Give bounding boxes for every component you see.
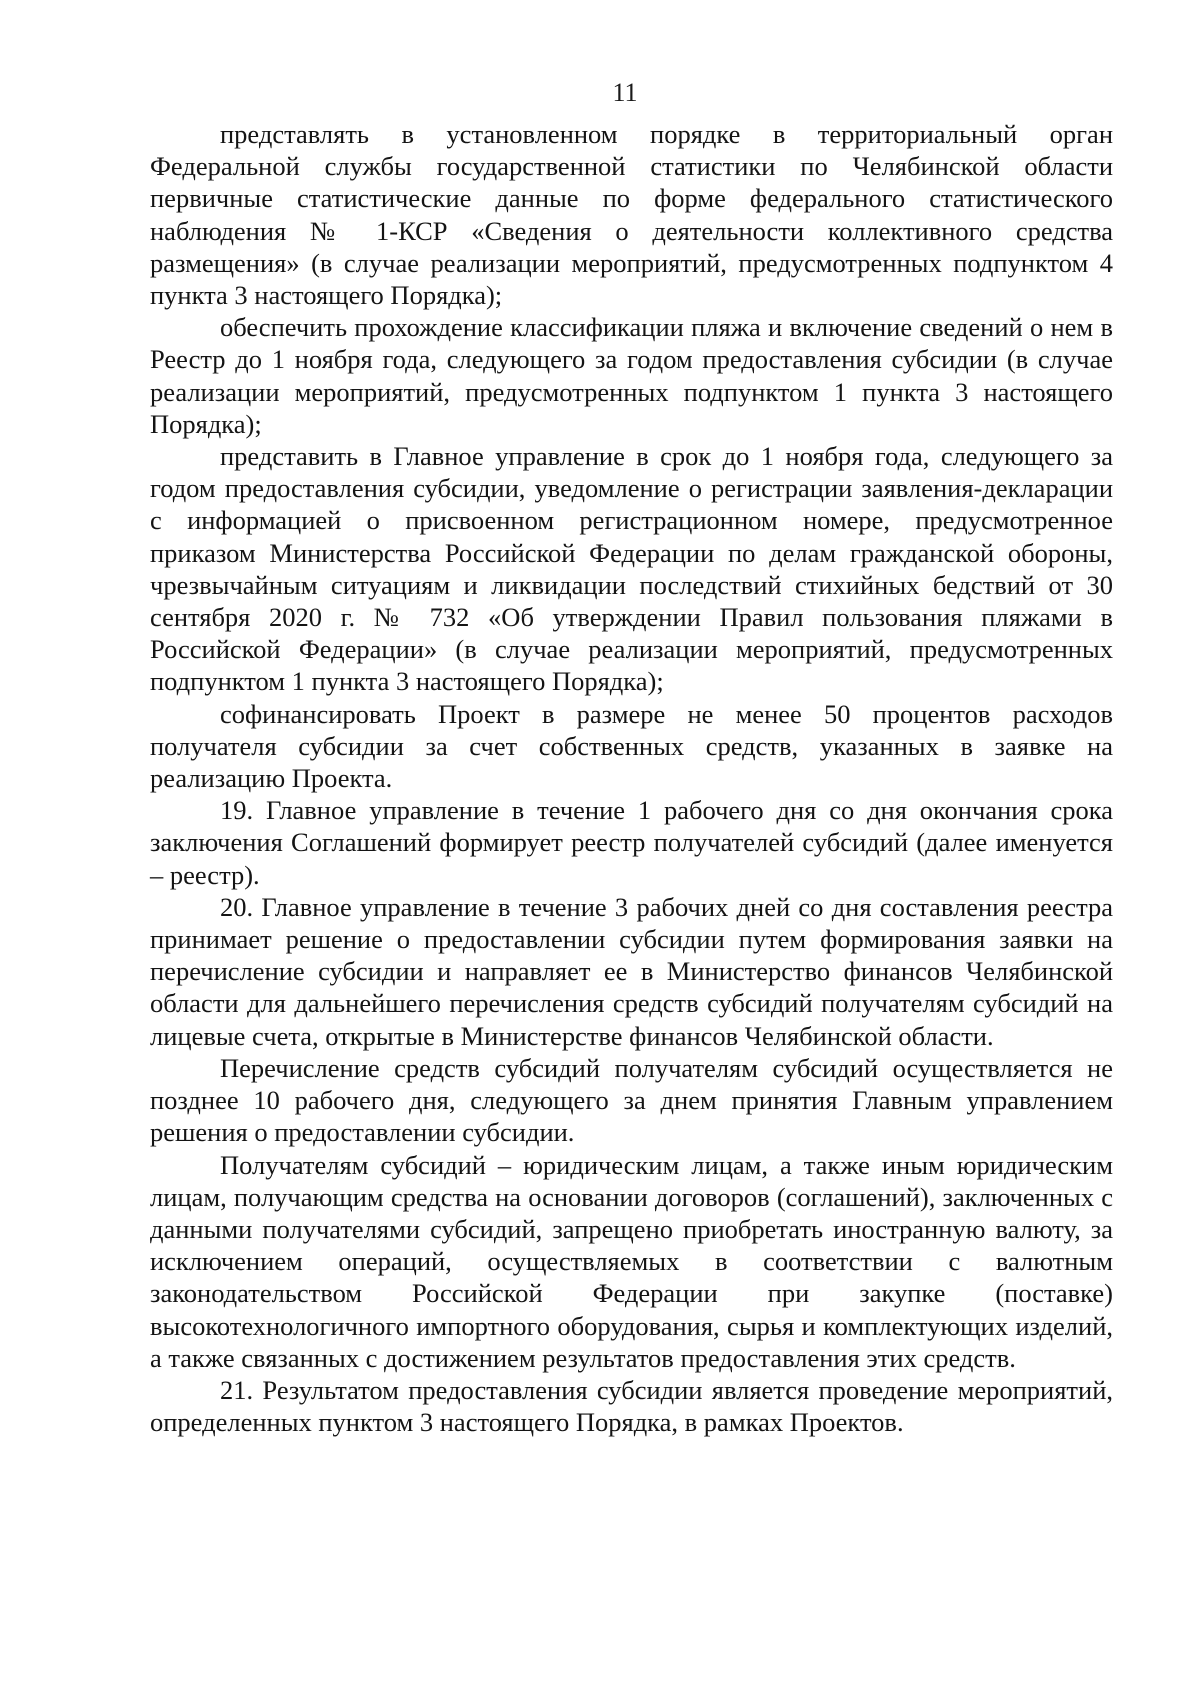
paragraph-registration-notice: представить в Главное управление в срок до 1 ноября года, следующего за годом предоставления субсидии, уведомление о регистрации заявления-декларации с информацией о присвоенном регистрационном номере, предусмотренное приказом Министерства Российской Федерации по делам гражданской обороны, чрезвычайным ситуациям и ликвидации последствий стихийных бедствий от 30 сентября 2020 г. № 732 «Об утверждении Правил пользования пляжами в Российской Федерации» (в случае реализации мероприятий, предусмотренных подпунктом 1 пункта 3 настоящего Порядка); [150, 441, 1113, 697]
paragraph-cofinancing: софинансировать Проект в размере не менее 50 процентов расходов получателя субсидии за счет собственных средств, указанных в заявке на реализацию Проекта. [150, 698, 1113, 794]
paragraph-item-20: 20. Главное управление в течение 3 рабочих дней со дня составления реестра принимает решение о предоставлении субсидии путем формирования заявки на перечисление субсидии и направляет ее в Министерство финансов Челябинской области для дальнейшего перечисления средств субсидий получателям субсидий на лицевые счета, открытые в Министерстве финансов Челябинской области. [150, 891, 1113, 1051]
page-number: 11 [612, 78, 638, 107]
paragraph-item-21: 21. Результатом предоставления субсидии является проведение мероприятий, определенных пунктом 3 настоящего Порядка, в рамках Проектов. [150, 1374, 1113, 1438]
document-body [150, 118, 1113, 1438]
paragraph-beach-classification: обеспечить прохождение классификации пляжа и включение сведений о нем в Реестр до 1 ноября года, следующего за годом предоставления субсидии (в случае реализации мероприятий, предусмотренных подпунктом 1 пункта 3 настоящего Порядка); [150, 312, 1113, 439]
paragraph-currency-restriction: Получателям субсидий – юридическим лицам, а также иным юридическим лицам, получающим средства на основании договоров (соглашений), заключенных с данными получателями субсидий, запрещено приобретать иностранную валюту, за исключением операций, осуществляемых в соответствии с валютным законодательством Российской Федерации при закупке (поставке) высокотехнологичного импортного оборудования, сырья и комплектующих изделий, а также связанных с достижением результатов предоставления этих средств. [150, 1149, 1113, 1373]
paragraph-transfer-deadline: Перечисление средств субсидий получателям субсидий осуществляется не позднее 10 рабочего дня, следующего за днем принятия Главным управлением решения о предоставлении субсидии. [150, 1052, 1113, 1148]
paragraph-statistics-reporting: представлять в установленном порядке в территориальный орган Федеральной службы государственной статистики по Челябинской области первичные статистические данные по форме федерального статистического наблюдения № 1-КСР «Сведения о деятельности коллективного средства размещения» (в случае реализации мероприятий, предусмотренных подпунктом 4 пункта 3 настоящего Порядка); [150, 119, 1113, 311]
paragraph-item-19: 19. Главное управление в течение 1 рабочего дня со дня окончания срока заключения Соглашений формирует реестр получателей субсидий (далее именуется – реестр). [150, 795, 1113, 890]
